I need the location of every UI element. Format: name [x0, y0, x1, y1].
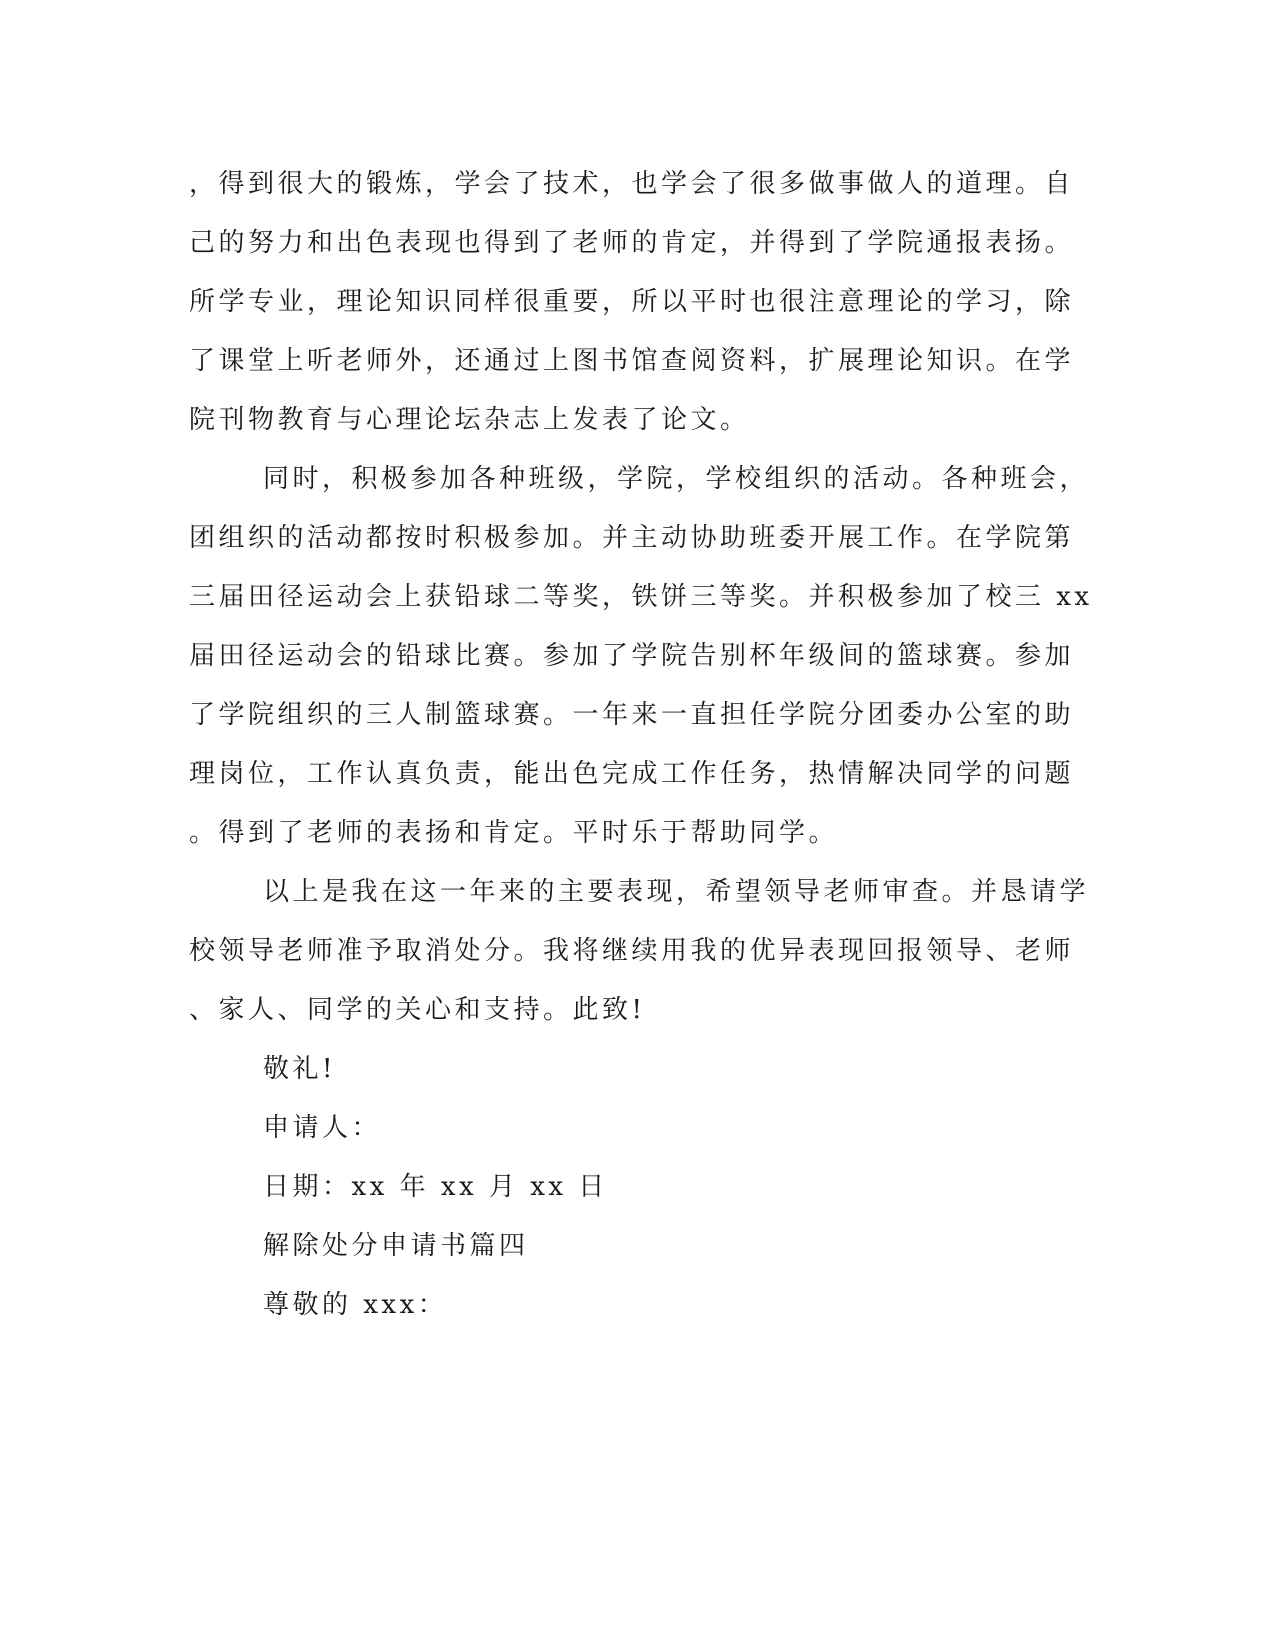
closing-salutation: 敬礼!	[263, 1054, 336, 1084]
paragraph-line: 所学专业，理论知识同样很重要，所以平时也很注意理论的学习，除	[189, 287, 1075, 317]
paragraph-line: 三届田径运动会上获铅球二等奖，铁饼三等奖。并积极参加了校三 xx	[189, 582, 1093, 612]
greeting-line: 尊敬的 xxx：	[263, 1290, 448, 1320]
paragraph-line: 。得到了老师的表扬和肯定。平时乐于帮助同学。	[189, 818, 839, 848]
section-heading: 解除处分申请书篇四	[263, 1231, 529, 1261]
paragraph-line: 以上是我在这一年来的主要表现，希望领导老师审查。并恳请学	[263, 877, 1090, 907]
paragraph-line: 己的努力和出色表现也得到了老师的肯定，并得到了学院通报表扬。	[189, 228, 1075, 258]
paragraph-line: 同时，积极参加各种班级，学院，学校组织的活动。各种班会，	[263, 464, 1090, 494]
paragraph-line: 理岗位，工作认真负责，能出色完成工作任务，热情解决同学的问题	[189, 759, 1075, 789]
applicant-label: 申请人：	[263, 1113, 382, 1143]
paragraph-line: 了学院组织的三人制篮球赛。一年来一直担任学院分团委办公室的助	[189, 700, 1075, 730]
date-line: 日期：xx 年 xx 月 xx 日	[263, 1172, 608, 1202]
paragraph-line: ，得到很大的锻炼，学会了技术，也学会了很多做事做人的道理。自	[189, 169, 1075, 199]
paragraph-line: 校领导老师准予取消处分。我将继续用我的优异表现回报领导、老师	[189, 936, 1075, 966]
paragraph-line: 团组织的活动都按时积极参加。并主动协助班委开展工作。在学院第	[189, 523, 1075, 553]
paragraph-line: 了课堂上听老师外，还通过上图书馆查阅资料，扩展理论知识。在学	[189, 346, 1075, 376]
paragraph-line: 届田径运动会的铅球比赛。参加了学院告别杯年级间的篮球赛。参加	[189, 641, 1075, 671]
paragraph-line: 、家人、同学的关心和支持。此致!	[189, 995, 646, 1025]
paragraph-line: 院刊物教育与心理论坛杂志上发表了论文。	[189, 405, 750, 435]
